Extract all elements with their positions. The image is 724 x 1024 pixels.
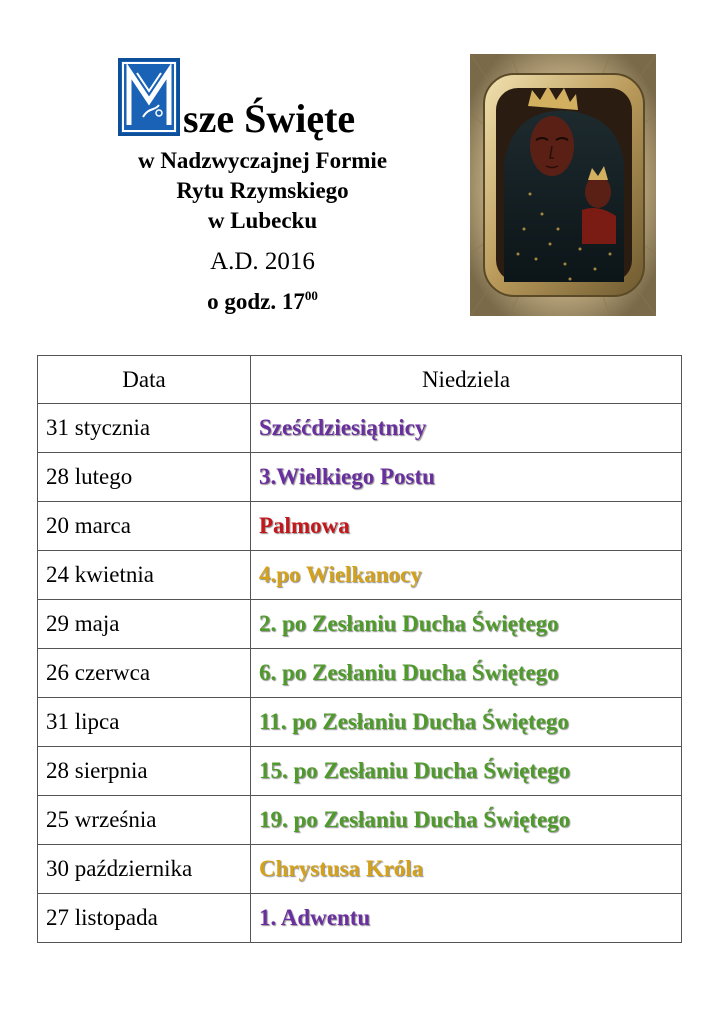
- table-row: [38, 649, 682, 698]
- time-hour: o godz. 17: [207, 289, 305, 314]
- table-row: [38, 894, 682, 943]
- subtitle-line-2: Rytu Rzymskiego: [176, 178, 349, 203]
- date-cell: 24 kwietnia: [38, 551, 251, 600]
- sunday-cell: 4.po Wielkanocy: [251, 551, 682, 600]
- column-header-date: Data: [38, 356, 251, 404]
- table-row: [38, 845, 682, 894]
- sunday-cell: 6. po Zesłaniu Ducha Świętego: [251, 649, 682, 698]
- date-cell: 30 października: [38, 845, 251, 894]
- mass-schedule-table: [37, 355, 682, 943]
- table-row: [38, 747, 682, 796]
- table-row: [38, 453, 682, 502]
- title-text: sze Święte: [183, 96, 356, 141]
- table-row: [38, 600, 682, 649]
- year-label: A.D. 2016: [210, 248, 315, 275]
- date-cell: 28 sierpnia: [38, 747, 251, 796]
- table-row: [38, 404, 682, 453]
- table-row: [38, 698, 682, 747]
- time-minutes: 00: [304, 288, 318, 303]
- sunday-cell: 1. Adwentu: [251, 894, 682, 943]
- page-header: [0, 0, 724, 340]
- sunday-cell: Sześćdziesiątnicy: [251, 404, 682, 453]
- sunday-cell: 11. po Zesłaniu Ducha Świętego: [251, 698, 682, 747]
- table-row: [38, 796, 682, 845]
- sunday-cell: 2. po Zesłaniu Ducha Świętego: [251, 600, 682, 649]
- date-cell: 25 września: [38, 796, 251, 845]
- date-cell: 26 czerwca: [38, 649, 251, 698]
- page-title: [183, 94, 355, 144]
- subtitle-line-3: w Lubecku: [207, 208, 318, 233]
- column-header-sunday: Niedziela: [251, 356, 682, 404]
- date-cell: 31 lipca: [38, 698, 251, 747]
- date-cell: 28 lutego: [38, 453, 251, 502]
- sunday-cell: 3.Wielkiego Postu: [251, 453, 682, 502]
- date-cell: 31 stycznia: [38, 404, 251, 453]
- marian-monogram-logo: [118, 58, 180, 136]
- date-cell: 20 marca: [38, 502, 251, 551]
- sunday-cell: Chrystusa Króla: [251, 845, 682, 894]
- time-label: [60, 288, 465, 315]
- sunday-cell: 15. po Zesłaniu Ducha Świętego: [251, 747, 682, 796]
- date-cell: 29 maja: [38, 600, 251, 649]
- table-row: [38, 551, 682, 600]
- table-row: [38, 502, 682, 551]
- sunday-cell: 19. po Zesłaniu Ducha Świętego: [251, 796, 682, 845]
- sunday-cell: Palmowa: [251, 502, 682, 551]
- table-header-row: [38, 356, 682, 404]
- icon-image: [470, 54, 656, 316]
- date-cell: 27 listopada: [38, 894, 251, 943]
- subtitle-line-1: w Nadzwyczajnej Formie: [137, 148, 388, 173]
